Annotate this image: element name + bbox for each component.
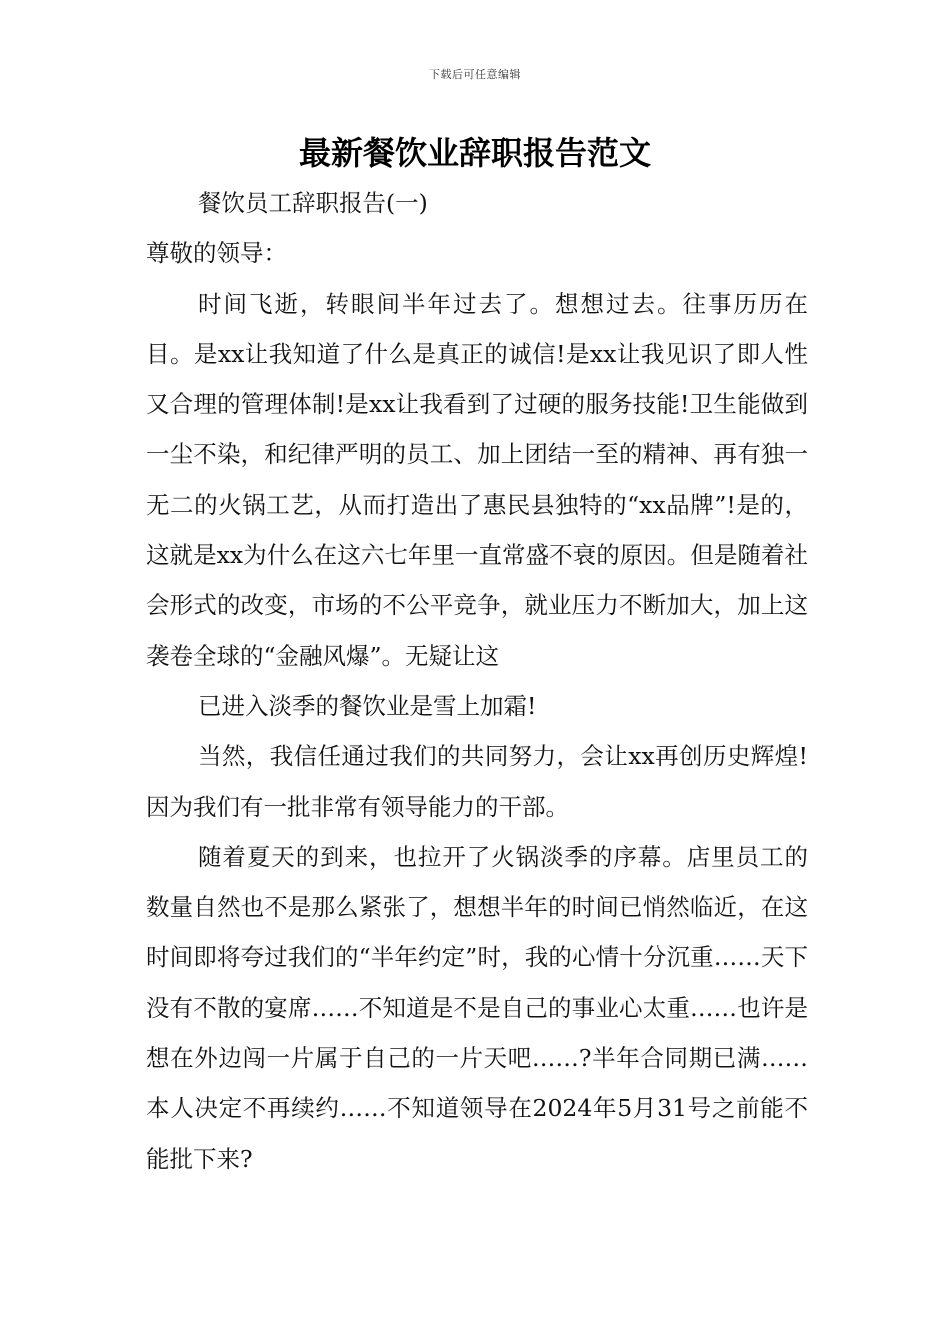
document-body — [146, 178, 808, 1184]
document-title: 最新餐饮业辞职报告范文 — [298, 134, 651, 172]
paragraph: 当然，我信任通过我们的共同努力，会让xx再创历史辉煌!因为我们有一批非常有领导能力的干部。 — [146, 742, 808, 821]
paragraph: 随着夏天的到来，也拉开了火锅淡季的序幕。店里员工的数量自然也不是那么紧张了，想想半年的时间已悄然临近，在这时间即将夸过我们的“半年约定”时，我的心情十分沉重……天下没有不散的宴席……不知道是不是自己的事业心太重……也许是想在外边闯一片属于自己的一片天吧……?半年合同期已满……本人决定不再续约……不知道领导在2024年5月31号之前能不能批下来? — [146, 842, 808, 1173]
document-subtitle: 餐饮员工辞职报告(一) — [198, 189, 428, 217]
salutation: 尊敬的领导： — [146, 239, 287, 268]
paragraph: 时间飞逝，转眼间半年过去了。想想过去。往事历历在目。是xx让我知道了什么是真正的诚信!是xx让我见识了即人性又合理的管理体制!是xx让我看到了过硬的服务技能!卫生能做到一尘不染，和纪律严明的员工、加上团结一至的精神、再有独一无二的火锅工艺，从而打造出了惠民县独特的“xx品牌”!是的，这就是xx为什么在这六七年里一直常盛不衰的原因。但是随着社会形式的改变，市场的不公平竞争，就业压力不断加大，加上这袭卷全球的“金融风爆”。无疑让这 — [146, 289, 808, 670]
paragraph: 已进入淡季的餐饮业是雪上加霜! — [198, 691, 537, 720]
header-note: 下载后可任意编辑 — [429, 68, 521, 81]
